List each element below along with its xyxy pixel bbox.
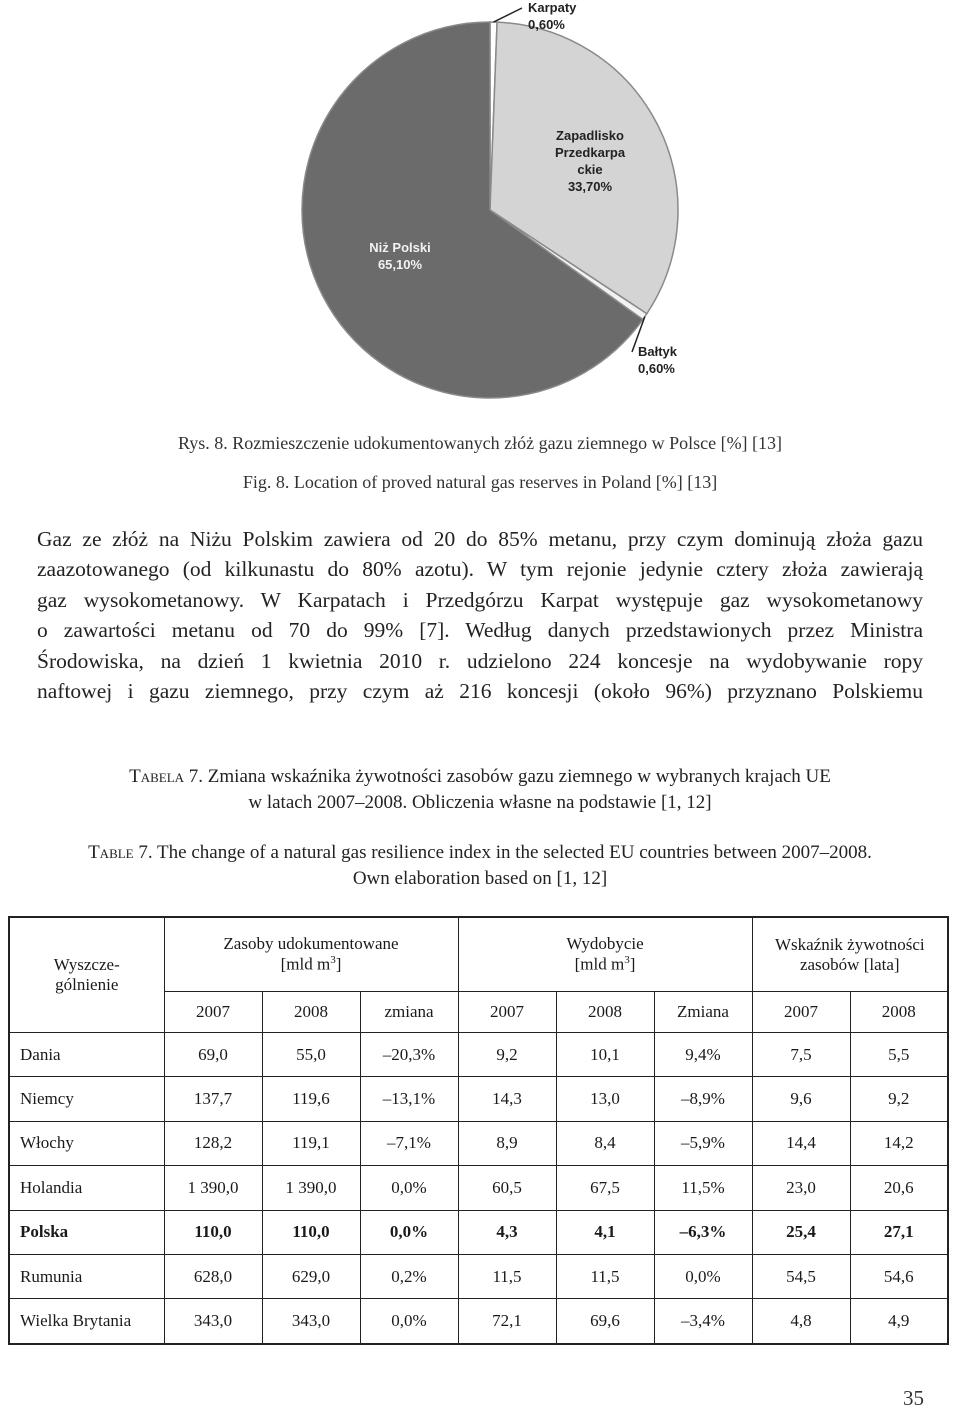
table-body (9, 1033, 948, 1344)
subheader-cell: 2007 (458, 992, 556, 1033)
pie-label: Niż Polski 65,10% (369, 240, 431, 272)
figure-caption-en: Fig. 8. Location of proved natural gas reserves in Poland [%] [13] (242, 472, 718, 492)
table-cell: 54,6 (850, 1254, 948, 1298)
table-cell: –20,3% (360, 1033, 458, 1077)
table-row (9, 1166, 948, 1210)
table-cell: 11,5 (458, 1254, 556, 1298)
subheader-cell: Zmiana (654, 992, 752, 1033)
table-cell: 27,1 (850, 1210, 948, 1254)
table-cell: 0,0% (360, 1166, 458, 1210)
header-resilience-index: Wskaźnik żywotności zasobów [lata] (752, 917, 948, 992)
table-cell: 67,5 (556, 1166, 654, 1210)
pie-label: Karpaty 0,60% (528, 0, 577, 32)
body-line: gaz wysokometanowy. W Karpatach i Przedgórzu Karpat występuje gaz wysokometanowy (37, 587, 923, 612)
header-reserves: Zasoby udokumentowane [mld $m^3$] (164, 917, 458, 992)
pie-chart (260, 0, 720, 410)
table-cell: 343,0 (164, 1299, 262, 1344)
table-cell: 4,8 (752, 1299, 850, 1344)
table-cell: 9,6 (752, 1077, 850, 1121)
table-cell-country: Rumunia (9, 1254, 164, 1298)
figure-caption-pl: Rys. 8. Rozmieszczenie udokumentowanych złóż gazu ziemnego w Polsce [%] [13] (177, 433, 783, 453)
subheader-cell: 2008 (556, 992, 654, 1033)
table-cell: 110,0 (164, 1210, 262, 1254)
subheader-cell: zmiana (360, 992, 458, 1033)
table-cell-country: Włochy (9, 1121, 164, 1165)
table-cell: 0,0% (654, 1254, 752, 1298)
header-col-category: Wyszcze- gólnienie (9, 917, 164, 1033)
table-cell: –13,1% (360, 1077, 458, 1121)
table-cell-country: Niemcy (9, 1077, 164, 1121)
subheader-cell: 2007 (752, 992, 850, 1033)
table-cell: 25,4 (752, 1210, 850, 1254)
table-cell-country: Wielka Brytania (9, 1299, 164, 1344)
table-cell: 60,5 (458, 1166, 556, 1210)
table-cell: 5,5 (850, 1033, 948, 1077)
table-caption-pl (0, 764, 960, 790)
table-cell: 4,9 (850, 1299, 948, 1344)
table-cell: 7,5 (752, 1033, 850, 1077)
table-cell: 0,0% (360, 1299, 458, 1344)
table-cell: 4,1 (556, 1210, 654, 1254)
table-header-row (9, 917, 948, 992)
table-row (9, 1254, 948, 1298)
body-line: zaazotowanego (od kilkunastu do 80% azotu). W tym rejonie jedynie cztery złoża zawierają (37, 557, 923, 582)
table-cell: 628,0 (164, 1254, 262, 1298)
table-cell: 14,3 (458, 1077, 556, 1121)
pie-label: Bałtyk 0,60% (638, 344, 678, 376)
table-cell: 629,0 (262, 1254, 360, 1298)
table-cell: 9,2 (458, 1033, 556, 1077)
table-caption-en-line1: The change of a natural gas resilience index in the selected EU countries between 2007–2008. (157, 842, 872, 863)
table-caption-pl-line1: Zmiana wskaźnika żywotności zasobów gazu ziemnego w wybranych krajach UE (207, 766, 831, 787)
table-cell: 69,0 (164, 1033, 262, 1077)
table-row (9, 1299, 948, 1344)
body-line: Środowiska, na dzień 1 kwietnia 2010 r. udzielono 224 koncesje na wydobywanie ropy (37, 648, 923, 673)
table-cell-country: Holandia (9, 1166, 164, 1210)
pie-chart-svg (260, 0, 720, 410)
subheader-cell: 2007 (164, 992, 262, 1033)
table-cell: 72,1 (458, 1299, 556, 1344)
table-cell: 4,3 (458, 1210, 556, 1254)
body-line: naftowej i gazu ziemnego, przy czym aż 216 koncesji (około 96%) przyznano Polskiemu (37, 679, 923, 704)
body-line: o zawartości metanu od 70 do 99% [7]. Według danych przedstawionych przez Ministra (37, 618, 923, 643)
table-cell: 9,2 (850, 1077, 948, 1121)
table-cell: 343,0 (262, 1299, 360, 1344)
table-cell: 1 390,0 (262, 1166, 360, 1210)
table-label-en: Table 7. (88, 842, 153, 863)
table-cell: 23,0 (752, 1166, 850, 1210)
table-cell: 13,0 (556, 1077, 654, 1121)
table-cell: –3,4% (654, 1299, 752, 1344)
table-row (9, 1210, 948, 1254)
body-paragraph (37, 524, 923, 706)
table-caption-pl-line2: w latach 2007–2008. Obliczenia własne na podstawie [1, 12] (248, 792, 712, 813)
subheader-cell: 2008 (850, 992, 948, 1033)
table-cell: –8,9% (654, 1077, 752, 1121)
subheader-cell: 2008 (262, 992, 360, 1033)
table-cell: 8,9 (458, 1121, 556, 1165)
table-cell: 14,4 (752, 1121, 850, 1165)
table-cell: 11,5 (556, 1254, 654, 1298)
table-cell: 14,2 (850, 1121, 948, 1165)
table-caption-en (0, 840, 960, 866)
pie-label: Zapadlisko Przedkarpa ckie 33,70% (554, 128, 626, 194)
table-cell-country: Polska (9, 1210, 164, 1254)
table-label-pl: Tabela 7. (129, 766, 204, 787)
table-cell: 119,6 (262, 1077, 360, 1121)
table-cell: 11,5% (654, 1166, 752, 1210)
table-cell: 0,2% (360, 1254, 458, 1298)
table-row (9, 1033, 948, 1077)
table-cell: 128,2 (164, 1121, 262, 1165)
table-cell: –6,3% (654, 1210, 752, 1254)
table-cell: 54,5 (752, 1254, 850, 1298)
page-number: 35 (903, 1386, 924, 1410)
table-cell: –7,1% (360, 1121, 458, 1165)
table-cell: 137,7 (164, 1077, 262, 1121)
table-cell: 69,6 (556, 1299, 654, 1344)
table-caption-en-line2: Own elaboration based on [1, 12] (352, 868, 608, 889)
table-cell: 110,0 (262, 1210, 360, 1254)
pie-leader-line (494, 8, 522, 22)
resilience-table (8, 916, 949, 1345)
table-cell: –5,9% (654, 1121, 752, 1165)
table-cell: 0,0% (360, 1210, 458, 1254)
body-line: Gaz ze złóż na Niżu Polskim zawiera od 20 do 85% metanu, przy czym dominują złoża gazu (37, 527, 923, 551)
table-cell: 119,1 (262, 1121, 360, 1165)
table-cell: 55,0 (262, 1033, 360, 1077)
table-cell: 8,4 (556, 1121, 654, 1165)
table-cell: 9,4% (654, 1033, 752, 1077)
table-cell-country: Dania (9, 1033, 164, 1077)
table-cell: 10,1 (556, 1033, 654, 1077)
table-row (9, 1121, 948, 1165)
table-cell: 1 390,0 (164, 1166, 262, 1210)
table-cell: 20,6 (850, 1166, 948, 1210)
table-row (9, 1077, 948, 1121)
header-production: Wydobycie [mld $m^3$] (458, 917, 752, 992)
